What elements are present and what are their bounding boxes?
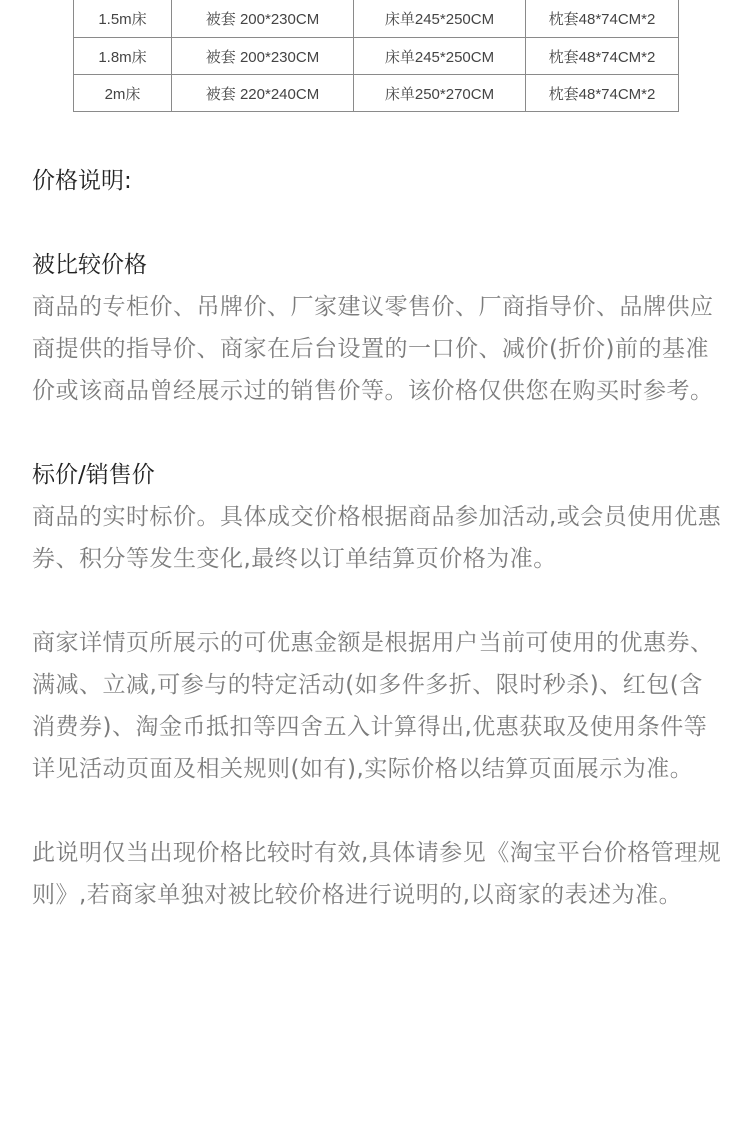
- price-notes-section: [32, 160, 722, 916]
- duvet-cover-cell: 被套 220*240CM: [172, 75, 354, 112]
- price-notes-title: 价格说明:: [32, 168, 132, 194]
- discount-amount-text: 商家详情页所展示的可优惠金额是根据用户当前可使用的优惠券、满减、立减,可参与的特定活动(如多件多折、限时秒杀)、红包(含消费券)、淘金币抵扣等四舍五入计算得出,优惠获取及使用条件等详见活动页面及相关规则(如有),实际价格以结算页面展示为准。: [32, 630, 714, 782]
- validity-text: 此说明仅当出现价格比较时有效,具体请参见《淘宝平台价格管理规则》,若商家单独对被比较价格进行说明的,以商家的表述为准。: [32, 840, 722, 908]
- pillowcase-cell: 枕套48*74CM*2: [526, 0, 679, 38]
- bed-size-cell: 2m床: [74, 75, 172, 112]
- compared-price-text: 商品的专柜价、吊牌价、厂家建议零售价、厂商指导价、品牌供应商提供的指导价、商家在后台设置的一口价、减价(折价)前的基准价或该商品曾经展示过的销售价等。该价格仅供您在购买时参考。: [32, 294, 714, 404]
- table-row: [74, 0, 679, 38]
- pillowcase-cell: 枕套48*74CM*2: [526, 75, 679, 112]
- pillowcase-cell: 枕套48*74CM*2: [526, 38, 679, 75]
- bed-sheet-cell: 床单250*270CM: [354, 75, 526, 112]
- bed-size-cell: 1.8m床: [74, 38, 172, 75]
- bed-size-cell: 1.5m床: [74, 0, 172, 38]
- table-row: [74, 75, 679, 112]
- compared-price-heading: 被比较价格: [32, 252, 147, 278]
- list-price-heading: 标价/销售价: [32, 462, 155, 488]
- bed-sheet-cell: 床单245*250CM: [354, 0, 526, 38]
- duvet-cover-cell: 被套 200*230CM: [172, 0, 354, 38]
- duvet-cover-cell: 被套 200*230CM: [172, 38, 354, 75]
- bed-sheet-cell: 床单245*250CM: [354, 38, 526, 75]
- table-row: [74, 38, 679, 75]
- bedding-size-table: [73, 0, 679, 112]
- list-price-text: 商品的实时标价。具体成交价格根据商品参加活动,或会员使用优惠券、积分等发生变化,最终以订单结算页价格为准。: [32, 504, 722, 572]
